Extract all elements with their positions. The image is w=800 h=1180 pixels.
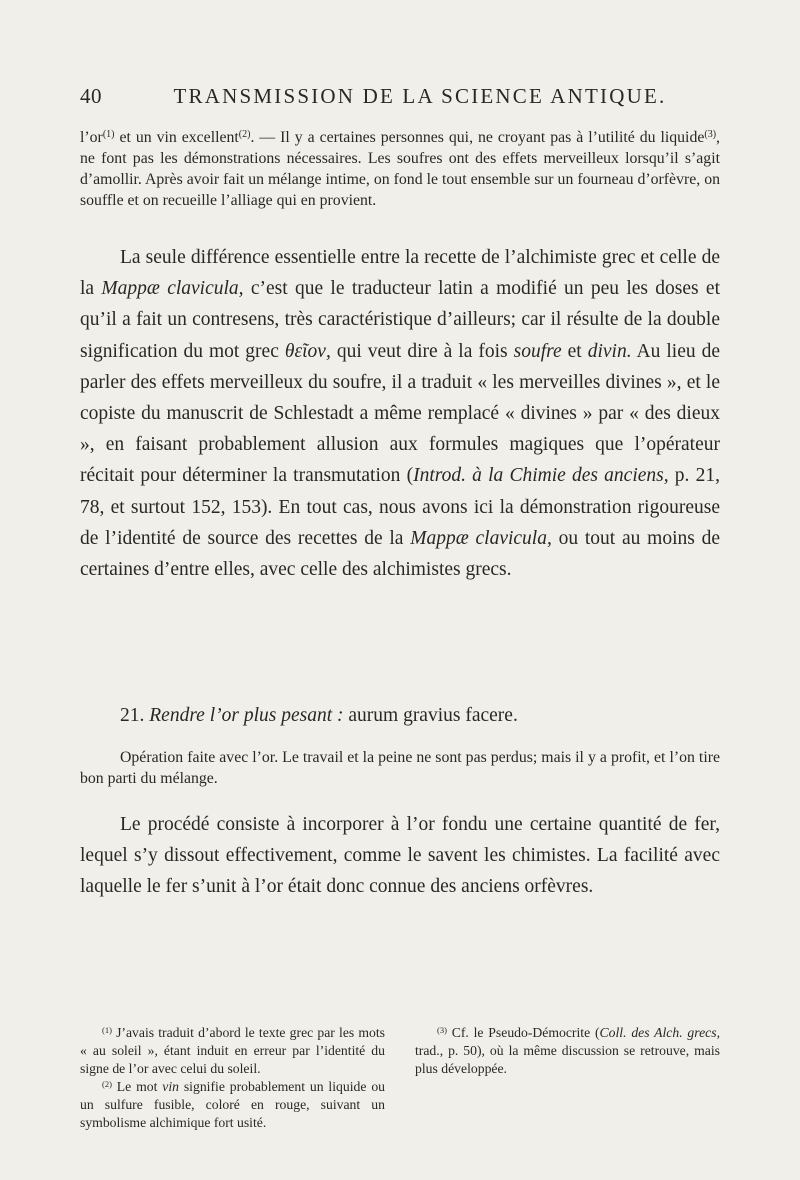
paragraph-commentary [80,242,720,585]
procedure-text: Le procédé consiste à incorporer à l’or fondu une certaine quantité de fer, lequel s’y dissout effectivement, comme le savent les chimistes. La facilité avec laquelle le fer s’unit à l’or était donc connue des anciens orfèvres. [80,814,720,898]
footnotes-left-column [80,1024,385,1132]
footnote-ref-1[interactable]: (1) [102,129,115,140]
page-header [80,84,720,110]
footnote-2: $^{(2)}$ Le mot vin signifie probablement un liquide ou un sulfure fusible, coloré en rouge, suivant un symbolisme alchimique fort usité. [80,1079,386,1130]
footnote-ref-3[interactable]: (3) [704,129,717,140]
section-heading [80,700,720,731]
paragraph-operation [80,747,720,789]
citation-introduction: Introd. à la Chimie des anciens, [413,465,669,487]
section-latin: aurum gravius facere. [343,705,518,726]
footnotes-right-column [415,1024,720,1132]
footnote-3: $^{(3)}$ Cf. le Pseudo-Démocrite (Coll. des Alch. grecs, trad., p. 50), où la même discussion se retrouve, mais plus développée. [415,1025,720,1076]
running-title: TRANSMISSION DE LA SCIENCE ANTIQUE. [173,84,667,108]
section-title: Rendre l’or plus pesant : [149,705,344,726]
operation-text: Opération faite avec l’or. Le travail et la peine ne sont pas perdus; mais il y a profit, et l’on tire bon parti du mélange. [80,749,720,787]
section-number: 21. [120,705,145,726]
paragraph-procedure [80,809,720,903]
page-number: 40 [80,84,102,108]
commentary-text: La seule différence essentielle entre la recette de l’alchimiste grec et celle de la Mappæ clavicula, c’est que le traducteur latin a modifié un peu les doses et qu’il a fait un contresens, très caractéristique d’ailleurs; car il résulte de la double signification du mot grec θεῖον, qui veut dire à la fois soufre et divin. Au lieu de parler des effets merveilleux du soufre, il a traduit « les merveilles divines », et le copiste du manuscrit de Schlestadt a même remplacé « divines » par « des dieux », en faisant probablement allusion aux formules magiques que l’opérateur récitait pour déterminer la transmutation (Introd. à la Chimie des anciens, p. 21, 78, et surtout 152, 153). En tout cas, nous avons ici la démonstration rigoureuse de l’identité de source des recettes de la Mappæ clavicula, ou tout au moins de certaines d’entre elles, avec celle des alchimistes grecs. [80,247,721,581]
footnote-ref-2[interactable]: (2) [238,129,251,140]
greek-word: θεῖον, [284,340,331,362]
footnote-1: $^{(1)}$ J’avais traduit d’abord le texte grec par les mots « au soleil », étant induit en erreur par l’identité du signe de l’or avec celui du soleil. [80,1025,385,1076]
paragraph-continuation [80,127,720,211]
footnotes [80,1024,720,1132]
recipe-continuation-text: $l’or^{(1)}$ et un vin excellent$^{(2)}$. — Il y a certaines personnes qui, ne croyant pas à l’utilité du liquide$^{(3)}$, ne font pas les démonstrations nécessaires. Les soufres ont des effets merveilleux lorsqu’il s’agit d’amollir. Après avoir fait un mélange intime, on fond le tout ensemble sur un fourneau d’orfèvre, on souffle et on recueille l’alliage qui en provient. [80,129,720,209]
